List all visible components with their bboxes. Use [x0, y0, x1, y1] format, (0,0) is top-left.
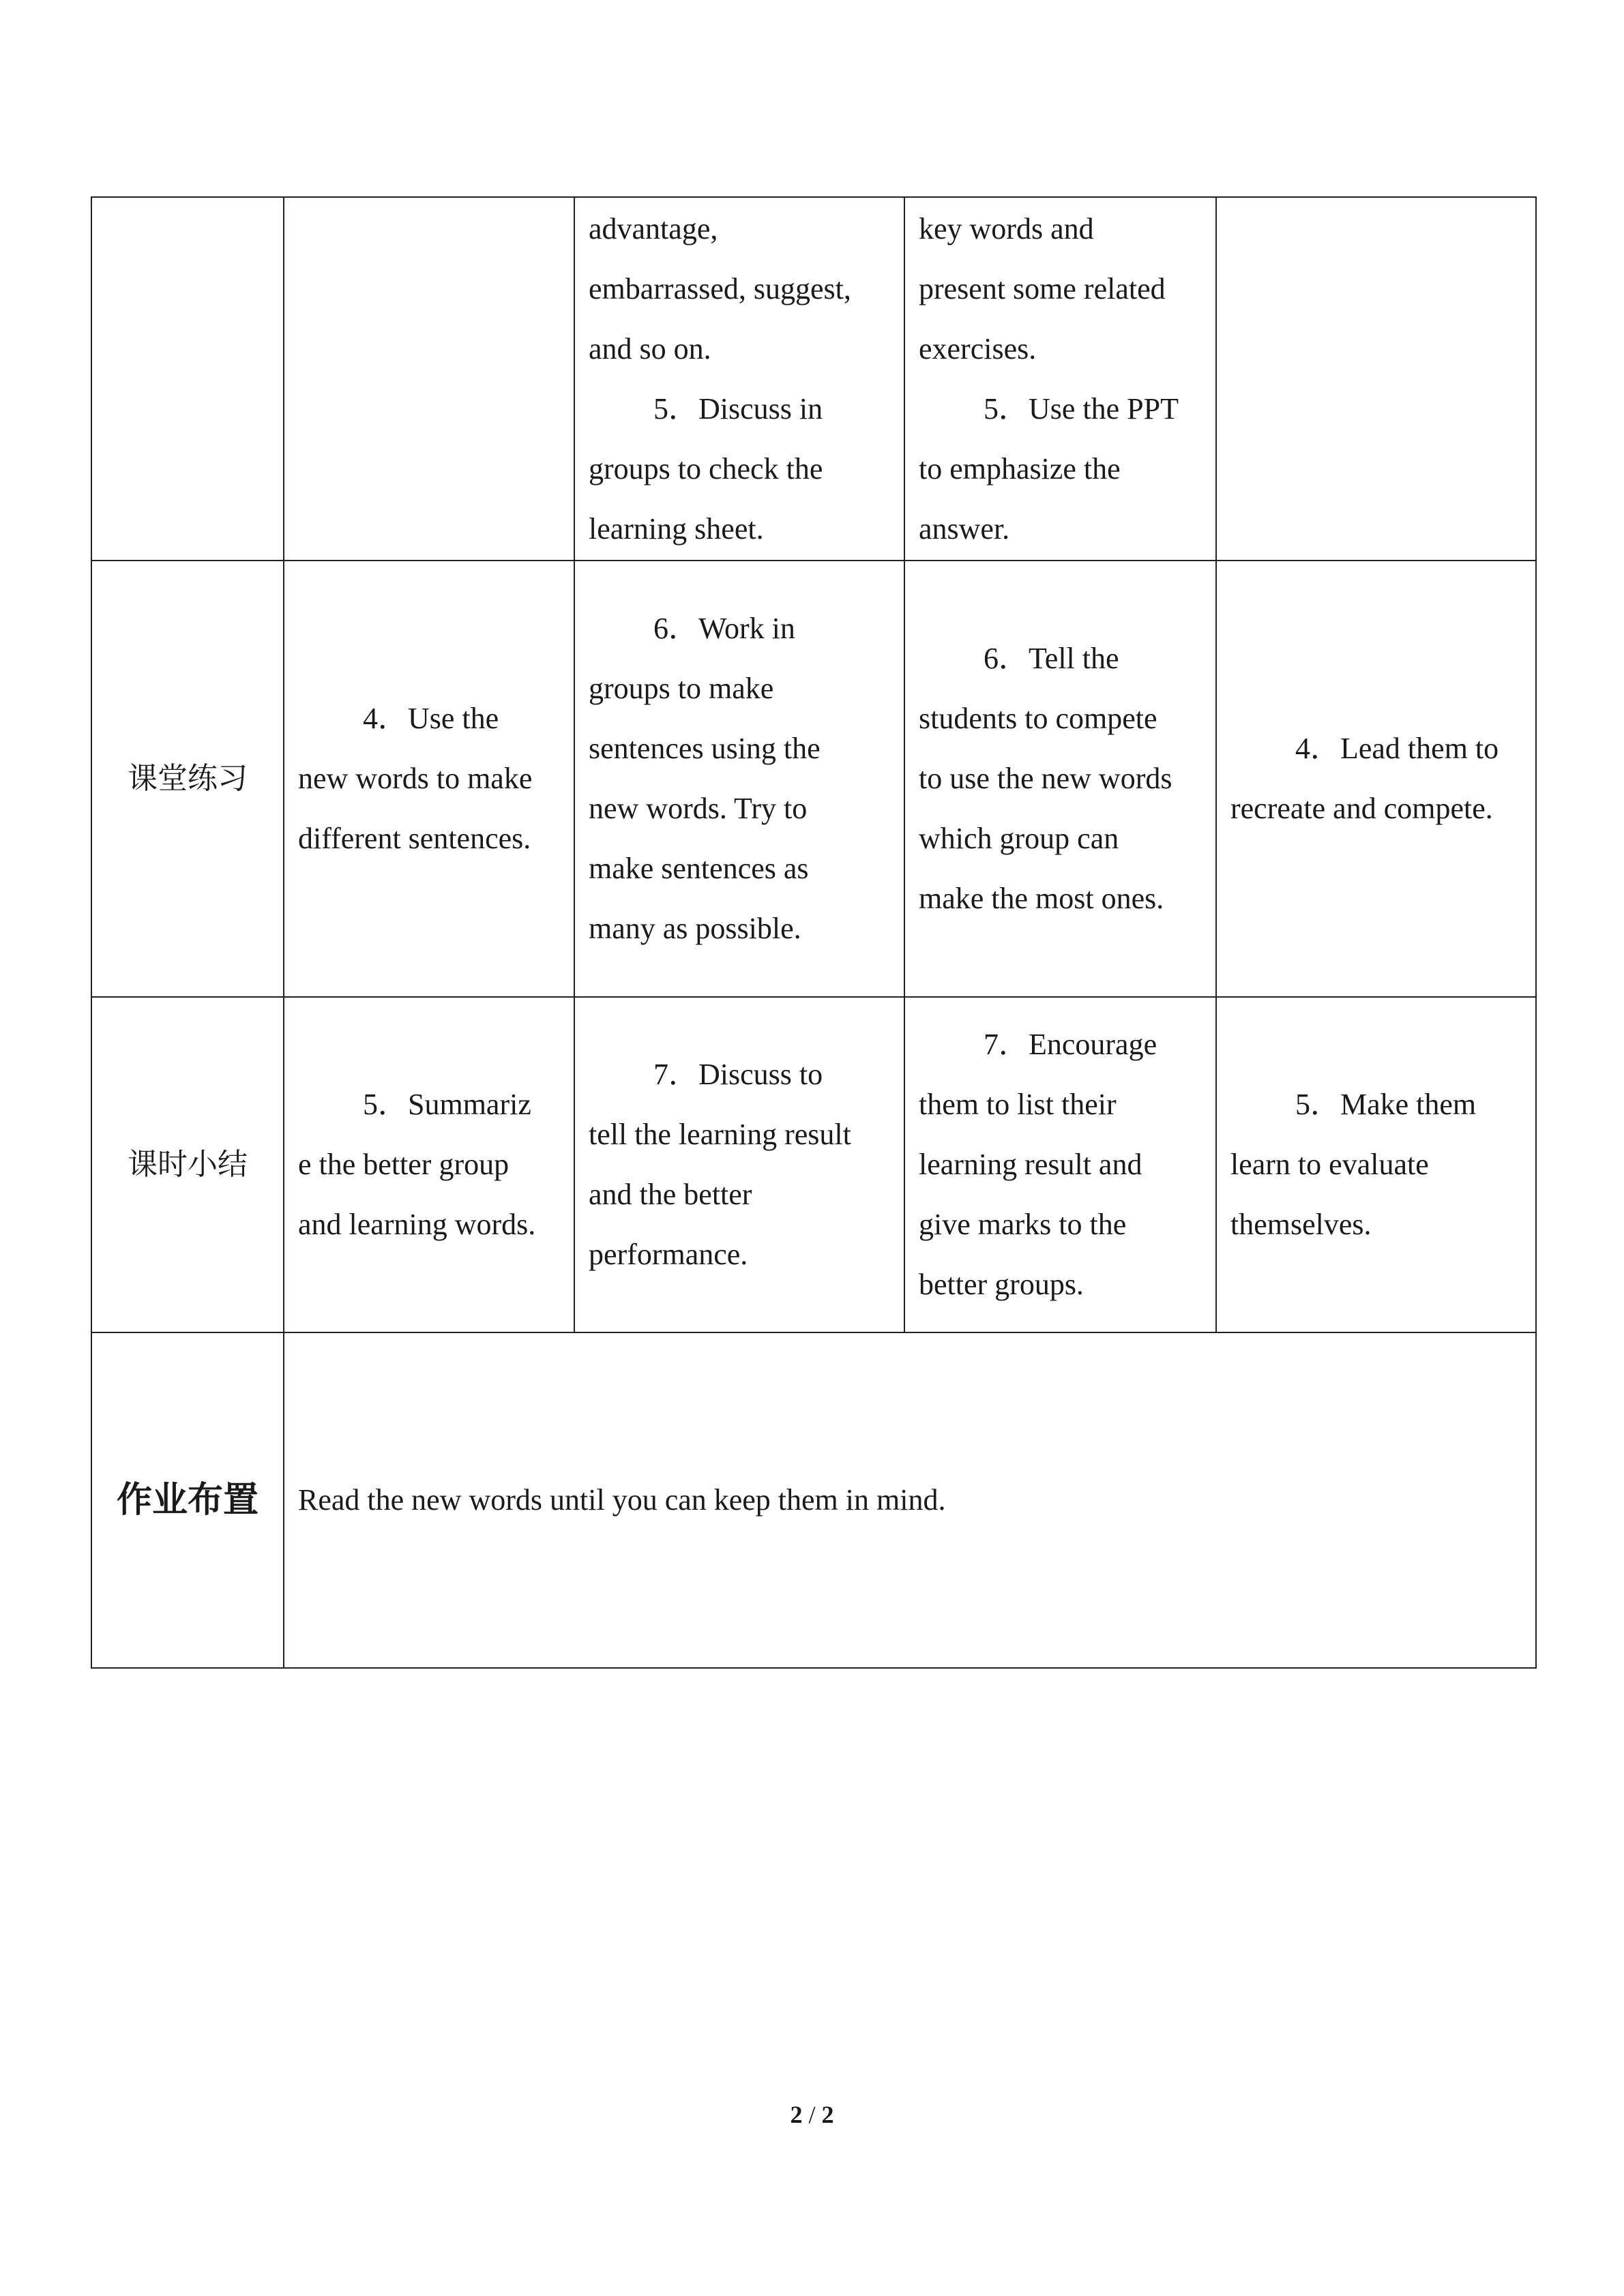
text-line: recreate and compete. — [1230, 792, 1493, 825]
row1-teacher-activity-cell — [904, 197, 1216, 561]
row2-teacher-activity-cell — [904, 561, 1216, 997]
row3-teacher-activity-cell — [904, 997, 1216, 1332]
row2-student-activity-cell — [574, 561, 904, 997]
text-line: many as possible. — [589, 912, 801, 945]
text-line: give marks to the — [919, 1208, 1127, 1241]
text-line: which group can — [919, 822, 1119, 855]
text-line: new words. Try to — [589, 792, 808, 825]
text-line: sentences using the — [589, 732, 821, 765]
text-line: make sentences as — [589, 852, 809, 885]
page-number-separator: / — [802, 2101, 822, 2128]
row2-design-intent-cell — [1216, 561, 1536, 997]
text-line: and learning words. — [298, 1208, 536, 1241]
text-line: 5．Discuss in — [653, 391, 823, 426]
row2-label-cell: 课堂练习 — [91, 561, 284, 997]
text-line: 4．Use the — [363, 702, 499, 735]
text-line: key words and — [919, 211, 1094, 245]
table-row-continuation — [91, 197, 1536, 561]
text-line: 5．Make them — [1295, 1088, 1477, 1121]
text-line: performance. — [589, 1238, 748, 1271]
text-line: to use the new words — [919, 762, 1172, 795]
text-line: them to list their — [919, 1088, 1117, 1121]
homework-label-cell: 作业布置 — [91, 1332, 284, 1668]
text-line: learn to evaluate — [1230, 1148, 1429, 1181]
table-row-classroom-practice — [91, 561, 1536, 997]
text-line: to emphasize the — [919, 451, 1121, 486]
row1-student-activity-cell — [574, 197, 904, 561]
text-line: tell the learning result — [589, 1118, 851, 1151]
text-line: different sentences. — [298, 822, 531, 855]
text-line: embarrassed, suggest, — [589, 271, 851, 305]
row3-student-activity-cell — [574, 997, 904, 1332]
page-number-total: 2 — [821, 2101, 834, 2128]
text-line: 4．Lead them to — [1295, 732, 1499, 765]
page-number — [0, 2100, 1624, 2129]
text-line: 7．Discuss to — [653, 1058, 823, 1091]
text-line: e the better group — [298, 1148, 510, 1181]
row2-student-outcome-cell — [284, 561, 574, 997]
lesson-plan-table — [91, 196, 1537, 1669]
text-line: groups to make — [589, 672, 774, 705]
row1-design-intent-cell — [1216, 197, 1536, 561]
text-line: present some related — [919, 271, 1166, 305]
table-row-lesson-summary — [91, 997, 1536, 1332]
text-line: themselves. — [1230, 1208, 1372, 1241]
text-line: exercises. — [919, 331, 1037, 366]
text-line: 7．Encourage — [984, 1028, 1157, 1061]
text-line: advantage, — [589, 211, 718, 245]
text-line: 5．Use the PPT — [984, 391, 1179, 426]
row1-student-outcome-cell — [284, 197, 574, 561]
text-line: groups to check the — [589, 451, 823, 486]
row3-design-intent-cell — [1216, 997, 1536, 1332]
text-line: and so on. — [589, 331, 711, 366]
text-line: learning sheet. — [589, 511, 764, 546]
text-line: new words to make — [298, 762, 533, 795]
page-number-current: 2 — [790, 2101, 803, 2128]
text-line: better groups. — [919, 1268, 1084, 1301]
row1-label-cell — [91, 197, 284, 561]
text-line: 6．Tell the — [984, 642, 1119, 675]
text-line: and the better — [589, 1178, 752, 1211]
text-line: make the most ones. — [919, 882, 1164, 915]
text-line: answer. — [919, 511, 1010, 546]
text-line: 6．Work in — [653, 612, 795, 645]
text-line: students to compete — [919, 702, 1157, 735]
row3-student-outcome-cell — [284, 997, 574, 1332]
table-row-homework — [91, 1332, 1536, 1668]
row3-label-cell: 课时小结 — [91, 997, 284, 1332]
text-line: 5．Summariz — [363, 1088, 531, 1121]
text-line: learning result and — [919, 1148, 1142, 1181]
homework-text-cell: Read the new words until you can keep them in mind. — [284, 1332, 1536, 1668]
